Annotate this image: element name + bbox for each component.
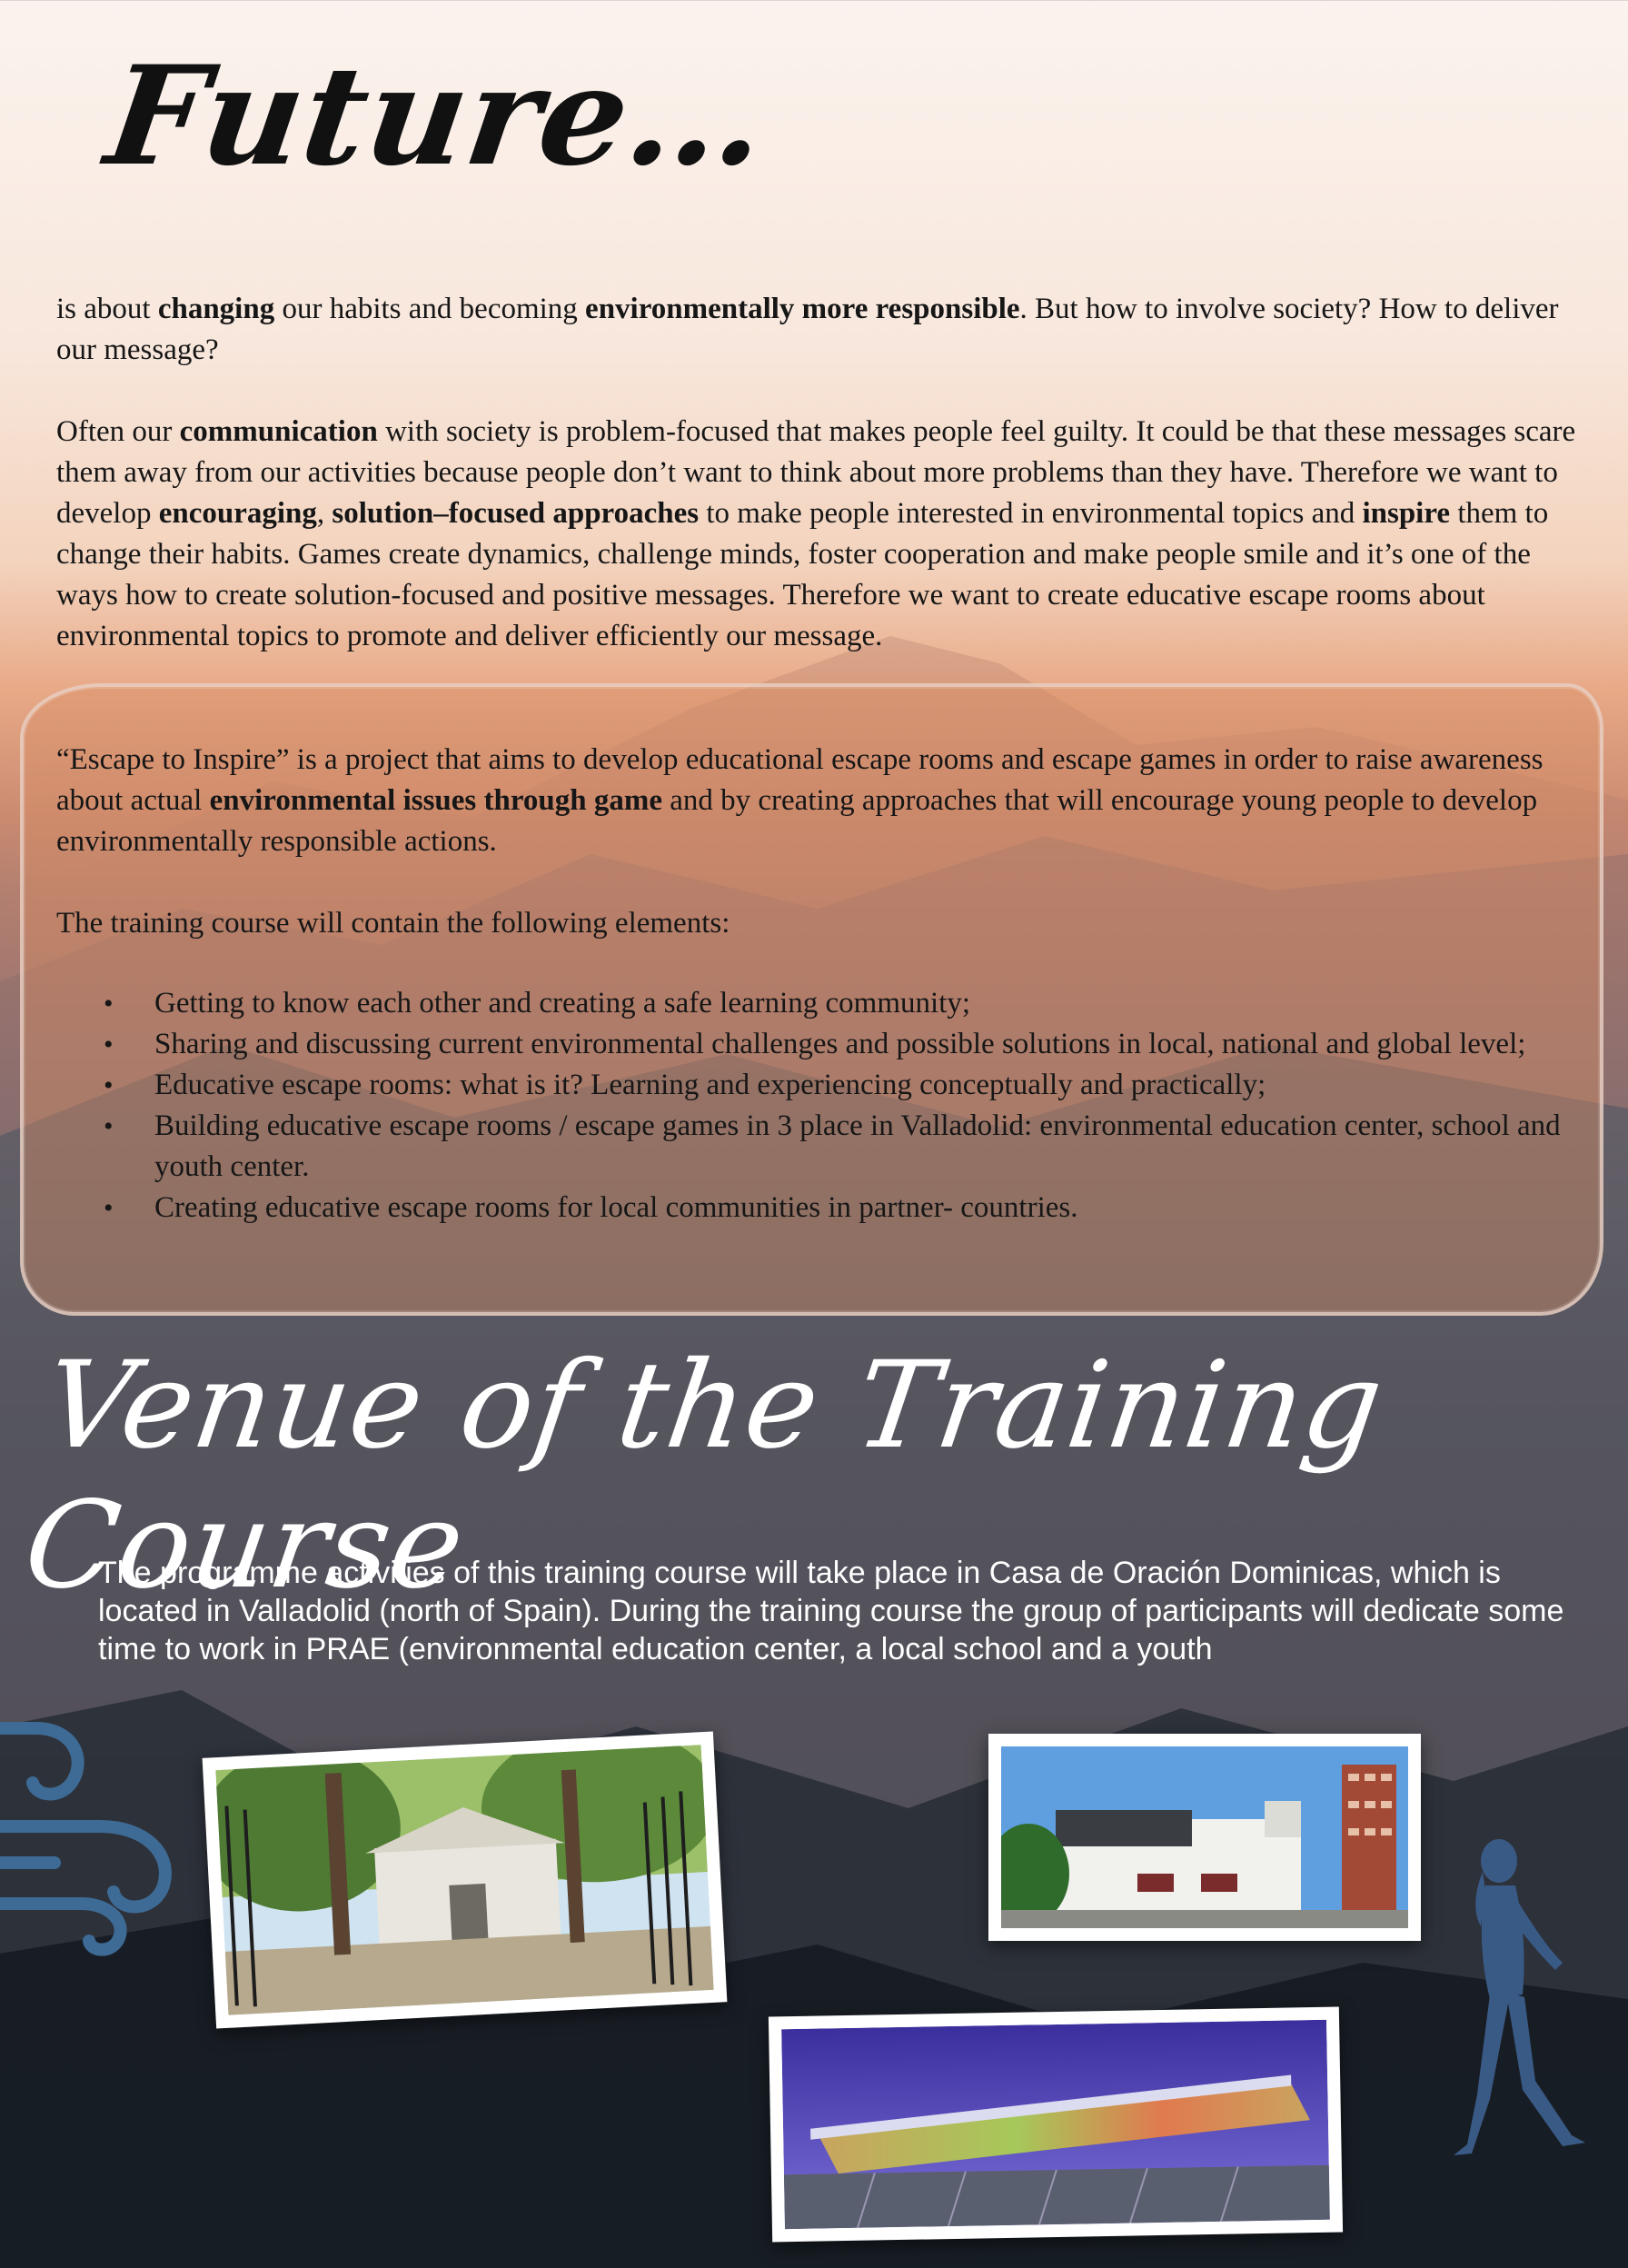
list-item: • Building educative escape rooms / escape games in 3 place in Valladolid: environmental education center, school and youth center. [104,1109,1561,1183]
prae-building-photo [988,1734,1421,1941]
walking-woman-icon [1435,1835,1590,2172]
intro-paragraph-2: Often our communication with society is problem-focused that makes people feel guilty. It could be that these messages scare them away from our activities because people don’t want to think about more problems than they have. Therefore we want to develop encouraging, solution–focused approaches to make people interested in environmental topics and inspire them to change their habits. Games create dynamics, challenge minds, foster cooperation and make people smile and it’s one of the ways how to create solution-focused and positive messages. Therefore we want to create educative escape rooms about environmental topics to promote and deliver efficiently our message. [56,415,1576,652]
project-description: “Escape to Inspire” is a project that aims to develop educational escape rooms and escape games in order to raise awareness about actual environmental issues through game and by creating approaches that will encourage young people to develop environmentally responsible actions. [56,743,1544,858]
venue-title: Venue of the Training Course [16,1336,1392,1616]
elements-list [56,983,1592,1228]
list-item: • Creating educative escape rooms for local communities in partner- countries. [104,1191,1078,1224]
intro-paragraph-1: is about changing our habits and becoming environmentally more responsible. But how to involve society? How to deliver our message? [56,293,1559,366]
school-photo [769,2007,1343,2243]
list-item: • Educative escape rooms: what is it? Learning and experiencing conceptually and practically; [104,1069,1266,1101]
future-title: Future… [97,36,778,196]
convent-photo [203,1731,728,2028]
list-item: • Sharing and discussing current environmental challenges and possible solutions in local, national and global level; [104,1028,1526,1060]
venue-description: The programme activities of this training course will take place in Casa de Oración Dominicas, which is located in Valladolid (north of Spain). During the training course the group of participants will dedicate some time to work in PRAE (environmental education center, a local school and a youth [98,1556,1564,1666]
elements-intro: The training course will contain the following elements: [56,907,730,940]
list-item: • Getting to know each other and creating a safe learning community; [104,987,971,1020]
wind-icon [0,1717,191,1963]
